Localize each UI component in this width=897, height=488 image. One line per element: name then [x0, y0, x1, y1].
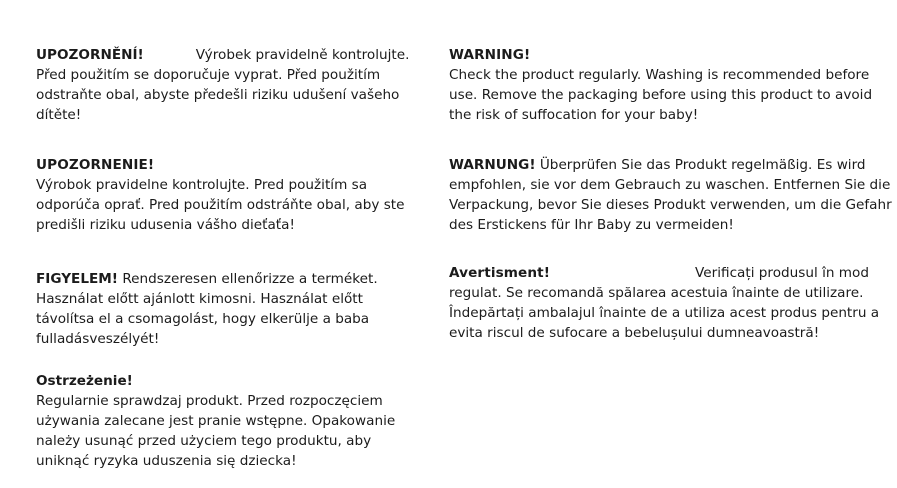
notice-gap-3 — [36, 350, 425, 372]
notice-body-en: Check the product regularly. Washing is recommended before use. Remove the packaging before using this product to avoid the risk of suffocation for your baby! — [449, 66, 873, 123]
right-column — [425, 46, 897, 344]
notice-block-hu — [36, 270, 425, 350]
notice-block-sk — [36, 156, 425, 236]
notice-paragraph-de — [449, 156, 897, 236]
notice-body-ro: Verificați produsul în mod regulat. Se recomandă spălarea acestuia înainte de utilizare. Îndepărtați ambalajul înainte de a utiliza acest produs pentru a evita riscul de sufocare a bebelușului dumneavoastră! — [449, 264, 880, 341]
notice-paragraph-ro — [449, 264, 897, 344]
notice-body-pl: Regularnie sprawdzaj produkt. Przed rozpoczęciem używania zalecane jest pranie wstępne. Opakowanie należy usunąć przed użyciem tego produktu, aby uniknąć ryzyka uduszenia się dziecka! — [36, 392, 396, 469]
notice-paragraph-cs — [36, 46, 425, 126]
notice-heading-cs: UPOZORNĚNÍ! — [36, 47, 144, 63]
notice-block-pl — [36, 372, 425, 472]
notice-columns — [0, 46, 897, 471]
notice-gap-r2 — [449, 236, 897, 264]
notice-gap-1 — [36, 126, 425, 156]
notice-body-sk-wrap — [36, 176, 425, 236]
left-column — [0, 46, 425, 471]
notice-gap-r1 — [449, 126, 897, 156]
notice-block-de — [449, 156, 897, 236]
notice-body-de: Überprüfen Sie das Produkt regelmäßig. Es wird empfohlen, sie vor dem Gebrauch zu waschen. Entfernen Sie die Verpackung, bevor Sie dieses Produkt verwenden, um die Gefahr des Erstickens für Ihr Baby zu vermeiden! — [449, 156, 892, 233]
notice-heading-line-pl — [36, 372, 425, 392]
notice-heading-sk: UPOZORNENIE! — [36, 156, 155, 173]
notice-block-en — [449, 46, 897, 126]
notice-heading-line-en — [449, 46, 897, 66]
notice-heading-line-sk — [36, 156, 425, 176]
notice-heading-en: WARNING! — [449, 47, 531, 63]
notice-heading-de: WARNUNG! — [449, 156, 536, 173]
notice-heading-ro: Avertisment! — [449, 264, 551, 281]
notice-body-pl-wrap — [36, 392, 425, 472]
notice-body-sk: Výrobok pravidelne kontrolujte. Pred použitím sa odporúča oprať. Pred použitím odstráňte obal, aby ste predišli riziku udusenia vášho dieťaťa! — [36, 176, 405, 233]
notice-block-cs — [36, 46, 425, 126]
notice-gap-2 — [36, 236, 425, 270]
notice-body-cs: Výrobek pravidelně kontrolujte. Před použitím se doporučuje vyprat. Před použitím odstraňte obal, abyste předešli riziku udušení vašeho dítěte! — [36, 47, 410, 123]
notice-heading-pl: Ostrzeżenie! — [36, 372, 133, 389]
notice-body-hu: Rendszeresen ellenőrizze a terméket. Használat előtt ajánlott kimosni. Használat előtt távolítsa el a csomagolást, hogy elkerülje a baba fulladásveszélyét! — [36, 270, 378, 347]
notice-paragraph-hu — [36, 270, 425, 350]
notice-body-en-wrap — [449, 66, 897, 126]
notice-heading-hu: FIGYELEM! — [36, 270, 119, 287]
notice-block-ro — [449, 264, 897, 344]
